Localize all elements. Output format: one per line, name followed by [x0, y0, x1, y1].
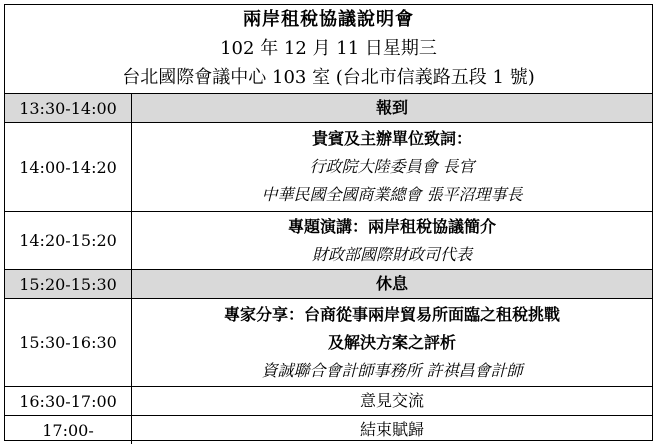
agenda-item [132, 299, 653, 387]
agenda-item-title: 專家分享：台商從事兩岸貿易所面臨之租稅挑戰 [223, 304, 560, 324]
agenda-row-keynote [5, 212, 652, 270]
agenda-item-speaker: 行政院大陸委員會 長官 [309, 157, 475, 176]
event-date: 102 年 12 月 11 日星期三 [220, 38, 437, 59]
agenda-row-closing [5, 416, 652, 445]
agenda-time: 14:20-15:20 [5, 212, 132, 270]
agenda-row-registration [5, 94, 652, 123]
agenda-header [5, 5, 652, 94]
agenda-item-speaker: 財政部國際財政司代表 [311, 244, 472, 264]
agenda-time: 16:30-17:00 [5, 387, 132, 416]
agenda-item [132, 123, 653, 212]
agenda-item [132, 387, 653, 416]
agenda-item [132, 212, 653, 270]
agenda-table [5, 94, 652, 444]
agenda-time: 17:00- [5, 416, 132, 445]
agenda-document [4, 4, 653, 441]
agenda-row-opening-remarks [5, 123, 652, 212]
agenda-row-expert-sharing [5, 299, 652, 387]
agenda-item-title: 結束賦歸 [359, 420, 424, 439]
agenda-row-break [5, 270, 652, 299]
event-title: 兩岸租稅協議說明會 [243, 9, 414, 30]
agenda-item-speaker: 資誠聯合會計師事務所 許祺昌會計師 [261, 360, 523, 380]
agenda-item-speaker: 中華民國全國商業總會 張平沼理事長 [261, 185, 523, 204]
agenda-item-title-continued: 及解決方案之評析 [327, 332, 456, 352]
agenda-item [132, 270, 653, 299]
agenda-item-title: 貴賓及主辦單位致詞： [311, 129, 472, 148]
agenda-item [132, 416, 653, 445]
agenda-item-title: 意見交流 [359, 391, 424, 410]
agenda-item-title: 報到 [375, 98, 408, 117]
agenda-time: 15:20-15:30 [5, 270, 132, 299]
agenda-item-title: 休息 [375, 274, 408, 293]
agenda-row-discussion [5, 387, 652, 416]
agenda-item [132, 94, 653, 123]
agenda-item-title: 專題演講：兩岸租稅協議簡介 [287, 216, 496, 236]
event-venue: 台北國際會議中心 103 室 (台北市信義路五段 1 號) [122, 67, 535, 88]
agenda-time: 13:30-14:00 [5, 94, 132, 123]
agenda-time: 15:30-16:30 [5, 299, 132, 387]
agenda-time: 14:00-14:20 [5, 123, 132, 212]
